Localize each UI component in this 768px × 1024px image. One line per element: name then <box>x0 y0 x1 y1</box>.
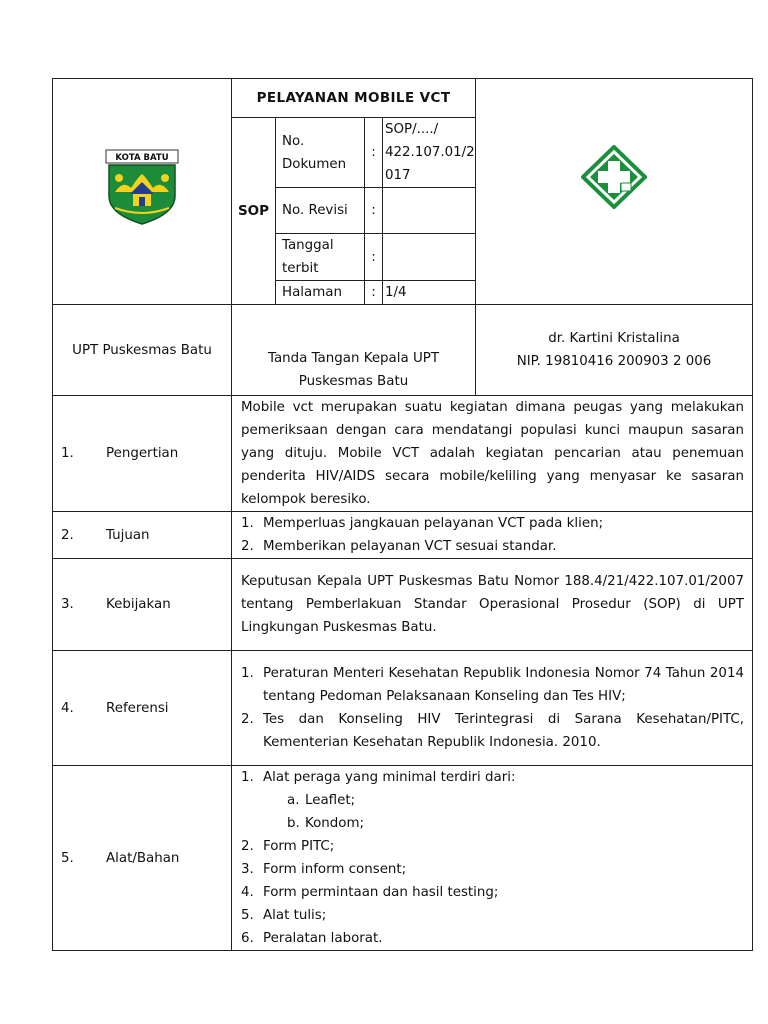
list-item <box>241 835 744 858</box>
list-number: 4. <box>241 885 254 900</box>
kota-batu-logo-cell <box>53 79 232 305</box>
section-alat-content <box>232 766 753 951</box>
section-title: Pengertian <box>106 446 179 461</box>
list-text: Form permintaan dan hasil testing; <box>263 885 499 900</box>
head-info <box>476 305 753 396</box>
list-item <box>241 881 744 904</box>
section-title: Kebijakan <box>106 597 171 612</box>
section-alat-label <box>53 766 232 951</box>
list-number: 1. <box>241 516 254 531</box>
meta-colon: : <box>365 188 383 234</box>
institution-name: UPT Puskesmas Batu <box>53 305 232 396</box>
list-number: 3. <box>241 862 254 877</box>
list-number: 1. <box>241 666 254 681</box>
list-text: Peralatan laborat. <box>263 931 383 946</box>
list-text: Kondom; <box>305 816 365 831</box>
list-text: Memberikan pelayanan VCT sesuai standar. <box>263 539 557 554</box>
list-item <box>241 708 744 754</box>
section-pengertian-label <box>53 396 232 512</box>
sop-table <box>52 78 753 951</box>
section-title: Tujuan <box>106 527 150 543</box>
list-number: 6. <box>241 931 254 946</box>
section-tujuan-content <box>232 512 753 559</box>
section-number: 1. <box>61 446 74 461</box>
alat-list <box>232 766 752 950</box>
list-item <box>241 662 744 708</box>
section-referensi-content <box>232 651 753 766</box>
section-number: 3. <box>61 597 74 612</box>
list-text: Form PITC; <box>263 839 335 854</box>
list-item <box>241 535 744 558</box>
meta-value-halaman: 1/4 <box>383 281 476 305</box>
sop-label: SOP <box>232 118 276 305</box>
list-item <box>241 858 744 881</box>
section-title: Referensi <box>106 700 169 716</box>
list-item <box>241 927 744 950</box>
meta-value-tanggal-terbit <box>383 234 476 281</box>
list-number: 5. <box>241 908 254 923</box>
meta-colon: : <box>365 234 383 281</box>
signature-label <box>232 305 476 396</box>
sublist-item <box>287 812 744 835</box>
list-text: Leaflet; <box>305 793 356 808</box>
section-number: 2. <box>61 527 74 543</box>
document-title: PELAYANAN MOBILE VCT <box>232 79 476 118</box>
meta-label-tanggal-terbit: Tanggal terbit <box>276 234 365 281</box>
alat-sublist <box>263 789 744 835</box>
section-pengertian-text: Mobile vct merupakan suatu kegiatan dimana peugas yang melakukan pemeriksaan dengan cara mendatangi populasi kunci maupun sasaran yang dituju. Mobile VCT adalah kegiatan pencarian atau penemuan penderita HIV/AIDS secara mobile/keliling yang menyasar ke sasaran kelompok beresiko. <box>232 396 753 512</box>
list-number: 1. <box>241 770 254 785</box>
list-number: 2. <box>241 539 254 554</box>
list-text: Alat peraga yang minimal terdiri dari: <box>263 770 516 785</box>
head-name: dr. Kartini Kristalina <box>548 331 680 346</box>
head-nip: NIP. 19810416 200903 2 006 <box>516 354 712 369</box>
puskesmas-logo <box>581 145 647 209</box>
section-kebijakan-label <box>53 559 232 651</box>
list-item <box>241 766 744 835</box>
section-number: 5. <box>61 850 74 866</box>
list-text: Alat tulis; <box>263 908 327 923</box>
list-text: Peraturan Menteri Kesehatan Republik Indonesia Nomor 74 Tahun 2014 tentang Pedoman Pelaksanaan Konseling dan Tes HIV; <box>263 666 744 704</box>
list-number: 2. <box>241 839 254 854</box>
list-item <box>241 512 744 535</box>
section-referensi-label <box>53 651 232 766</box>
puskesmas-logo-cell <box>476 79 753 305</box>
list-letter: a. <box>287 793 300 808</box>
list-item <box>241 904 744 927</box>
sop-document <box>52 78 752 951</box>
meta-colon: : <box>365 118 383 188</box>
kota-batu-logo-text: KOTA BATU <box>115 152 169 163</box>
meta-value-no-revisi <box>383 188 476 234</box>
list-letter: b. <box>287 816 300 831</box>
tujuan-list <box>232 512 752 558</box>
list-number: 2. <box>241 712 254 727</box>
list-text: Form inform consent; <box>263 862 407 877</box>
meta-label-halaman: Halaman <box>276 281 365 305</box>
signature-text: Tanda Tangan Kepala UPT Puskesmas Batu <box>267 351 439 389</box>
sublist-item <box>287 789 744 812</box>
meta-label-no-dokumen: No. Dokumen <box>276 118 365 188</box>
meta-value-no-dokumen: SOP/..../ 422.107.01/2 017 <box>383 118 476 188</box>
referensi-list <box>232 662 752 754</box>
list-text: Tes dan Konseling HIV Terintegrasi di Sarana Kesehatan/PITC, Kementerian Kesehatan Republik Indonesia. 2010. <box>263 712 744 750</box>
kota-batu-logo <box>103 148 181 226</box>
meta-colon: : <box>365 281 383 305</box>
section-tujuan-label <box>53 512 232 559</box>
section-title: Alat/Bahan <box>106 850 180 866</box>
list-text: Memperluas jangkauan pelayanan VCT pada klien; <box>263 516 604 531</box>
meta-label-no-revisi: No. Revisi <box>276 188 365 234</box>
section-kebijakan-text: Keputusan Kepala UPT Puskesmas Batu Nomor 188.4/21/422.107.01/2007 tentang Pemberlakuan Standar Operasional Prosedur (SOP) di UPT Lingkungan Puskesmas Batu. <box>232 559 753 651</box>
section-number: 4. <box>61 700 74 716</box>
